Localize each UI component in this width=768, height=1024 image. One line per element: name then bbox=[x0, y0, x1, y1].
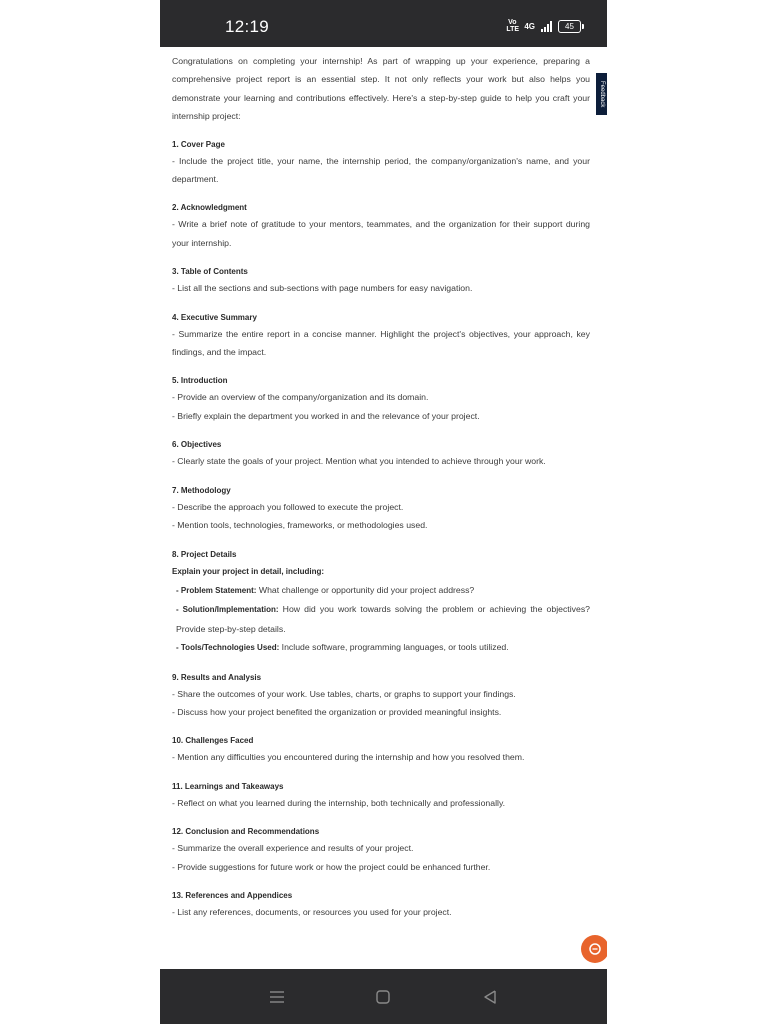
navigation-bar bbox=[160, 969, 607, 1024]
section-conclusion bbox=[172, 825, 590, 876]
section-line: - Describe the approach you followed to execute the project. bbox=[172, 501, 404, 512]
section-title: 3. Table of Contents bbox=[172, 267, 248, 277]
tools-text: Include software, programming languages, or tools utilized. bbox=[279, 642, 509, 653]
section-cover-page bbox=[172, 138, 590, 189]
section-learnings-and-takeaways bbox=[172, 780, 590, 812]
section-line: - Clearly state the goals of your project. Mention what you intended to achieve through your work. bbox=[172, 456, 546, 467]
section-line: - List any references, documents, or resources you used for your project. bbox=[172, 906, 452, 917]
chat-button[interactable] bbox=[581, 935, 607, 963]
section-line: - Mention tools, technologies, frameworks, or methodologies used. bbox=[172, 520, 428, 531]
section-introduction bbox=[172, 374, 590, 425]
section-line: - Summarize the entire report in a concise manner. Highlight the project's objectives, your approach, key findings, and the impact. bbox=[172, 328, 590, 358]
section-challenges-faced bbox=[172, 734, 590, 766]
menu-icon[interactable] bbox=[269, 989, 285, 1005]
intro-paragraph: Congratulations on completing your internship! As part of wrapping up your experience, preparing a comprehensive project report is an essential step. It not only reflects your work but also helps you demonstrate your learning and contributions effectively. Here's a step-by-step guide to help you craft your internship project: bbox=[172, 56, 590, 122]
section-title: 4. Executive Summary bbox=[172, 312, 257, 322]
section-title: 5. Introduction bbox=[172, 376, 228, 386]
section-methodology bbox=[172, 484, 590, 535]
solution-label: - Solution/Implementation: bbox=[176, 605, 279, 615]
section-title: 8. Project Details bbox=[172, 549, 237, 559]
battery-icon: 45 bbox=[558, 20, 581, 33]
section-line: - Share the outcomes of your work. Use tables, charts, or graphs to support your findings. bbox=[172, 688, 516, 699]
section-line: - List all the sections and sub-sections with page numbers for easy navigation. bbox=[172, 283, 473, 294]
problem-statement-text: What challenge or opportunity did your project address? bbox=[256, 584, 475, 595]
section-line: - Include the project title, your name, the internship period, the company/organization's name, and your department. bbox=[172, 155, 590, 185]
problem-statement-label: - Problem Statement: bbox=[176, 585, 257, 595]
section-project-details bbox=[172, 548, 590, 658]
section-line bbox=[172, 638, 590, 657]
back-icon[interactable] bbox=[482, 989, 498, 1005]
section-line: - Summarize the overall experience and results of your project. bbox=[172, 843, 414, 854]
section-title: 2. Acknowledgment bbox=[172, 203, 247, 213]
section-title: 9. Results and Analysis bbox=[172, 672, 262, 682]
section-results-and-analysis bbox=[172, 671, 590, 722]
status-time: 12:19 bbox=[225, 17, 270, 36]
section-line bbox=[172, 562, 590, 581]
section-title: 6. Objectives bbox=[172, 440, 222, 450]
feedback-tab[interactable]: Feedback bbox=[596, 73, 607, 115]
solution-text: How did you work towards solving the problem or achieving the objectives? Provide step-by-step details. bbox=[176, 604, 590, 634]
section-references bbox=[172, 889, 590, 921]
section-line: - Provide suggestions for future work or how the project could be enhanced further. bbox=[172, 861, 491, 872]
phone-screen bbox=[160, 0, 607, 1024]
section-line bbox=[172, 581, 590, 600]
section-title: 10. Challenges Faced bbox=[172, 736, 254, 746]
signal-icon bbox=[541, 21, 552, 32]
section-executive-summary bbox=[172, 311, 590, 362]
section-title: 13. References and Appendices bbox=[172, 890, 293, 900]
status-icons bbox=[506, 19, 581, 33]
home-icon[interactable] bbox=[375, 989, 391, 1005]
section-title: 12. Conclusion and Recommendations bbox=[172, 827, 320, 837]
section-title: 1. Cover Page bbox=[172, 139, 225, 149]
section-title: 7. Methodology bbox=[172, 485, 231, 495]
section-objectives bbox=[172, 438, 590, 470]
volte-icon: Vo LTE bbox=[506, 19, 520, 33]
section-title: 11. Learnings and Takeaways bbox=[172, 781, 284, 791]
section-line: - Mention any difficulties you encountered during the internship and how you resolved them. bbox=[172, 752, 525, 763]
network-type: 4G bbox=[524, 21, 535, 31]
section-line: - Discuss how your project benefited the organization or provided meaningful insights. bbox=[172, 706, 502, 717]
section-line: - Write a brief note of gratitude to your mentors, teammates, and the organization for their support during your internship. bbox=[172, 219, 590, 248]
article-content bbox=[172, 52, 590, 934]
tools-label: - Tools/Technologies Used: bbox=[176, 643, 280, 653]
section-line: - Provide an overview of the company/organization and its domain. bbox=[172, 392, 429, 403]
chat-icon bbox=[588, 942, 602, 956]
section-acknowledgment bbox=[172, 201, 590, 252]
section-line: - Reflect on what you learned during the internship, both technically and professionally. bbox=[172, 797, 506, 808]
status-bar bbox=[160, 0, 607, 47]
section-table-of-contents bbox=[172, 265, 590, 297]
section-line bbox=[172, 600, 590, 638]
section-line: - Briefly explain the department you worked in and the relevance of your project. bbox=[172, 410, 480, 421]
project-details-lead: Explain your project in detail, including: bbox=[172, 566, 325, 576]
